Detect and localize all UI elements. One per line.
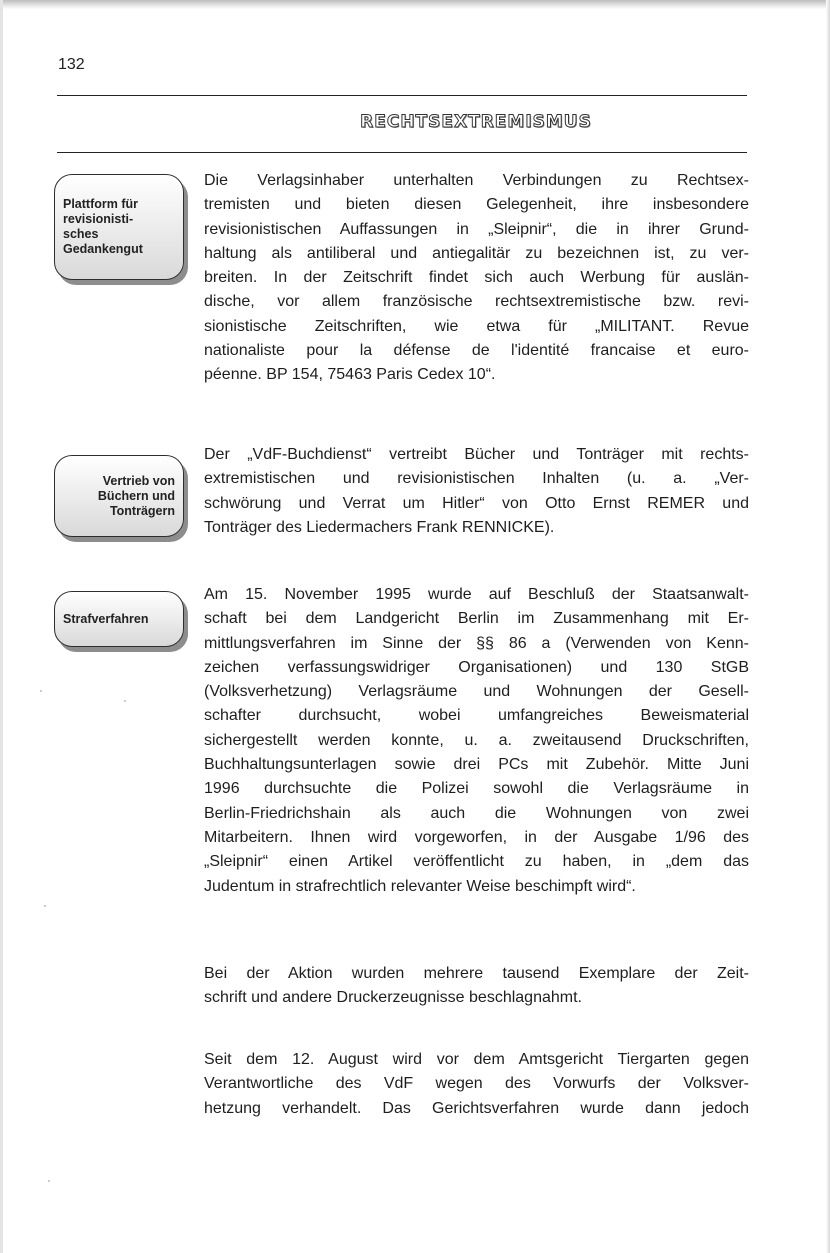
text-line: breiten. In der Zeitschrift findet sich auch Werbung für auslän-	[204, 269, 749, 287]
text-line: schwörung und Verrat um Hitler“ von Otto Ernst REMER und	[204, 494, 749, 512]
text-line: (Volksverhetzung) Verlagsräume und Wohnungen der Gesell-	[204, 683, 749, 701]
text-line: schrift und andere Druckerzeugnisse beschlagnahmt.	[204, 989, 582, 1007]
page-number: 132	[58, 56, 85, 73]
text-line: sionistische Zeitschriften, wie etwa für „MILITANT. Revue	[204, 317, 749, 335]
text-line: Verantwortliche des VdF wegen des Vorwurfs der Volksver-	[204, 1075, 749, 1093]
scan-speck	[48, 1180, 50, 1182]
paragraph	[204, 583, 749, 899]
margin-note-label: Strafverfahren	[63, 611, 149, 626]
text-line: revisionistischen Auffassungen in „Sleipnir“, die in ihrer Grund-	[204, 220, 749, 238]
margin-note-label: Plattform für revisionisti- sches Gedankengut	[63, 197, 143, 256]
text-line: hetzung verhandelt. Das Gerichtsverfahren wurde dann jedoch	[204, 1099, 749, 1117]
scan-edge-right	[826, 0, 830, 1253]
text-line: Buchhaltungsunterlagen sowie drei PCs mit Zubehör. Mitte Juni	[204, 756, 749, 774]
text-line: Berlin-Friedrichshain als auch die Wohnungen von zwei	[204, 804, 749, 822]
text-line: Judentum in strafrechtlich relevanter Weise beschimpft wird“.	[204, 877, 636, 895]
text-line: 1996 durchsuchte die Polizei sowohl die Verlagsräume in	[204, 780, 749, 798]
scan-speck	[124, 700, 126, 702]
text-line: Der „VdF-Buchdienst“ vertreibt Bücher und Tonträger mit rechts-	[204, 446, 749, 463]
text-line: schafter durchsucht, wobei umfangreiches Beweismaterial	[204, 707, 749, 725]
text-line: „Sleipnir“ einen Artikel veröffentlicht zu haben, in „dem das	[204, 853, 749, 871]
text-line: Tonträger des Liedermachers Frank RENNICKE).	[204, 518, 555, 536]
text-line: schaft bei dem Landgericht Berlin im Zusammenhang mit Er-	[204, 610, 749, 628]
text-line: sichergestellt werden konnte, u. a. zweitausend Druckschriften,	[204, 731, 749, 749]
text-line: tremisten und bieten diesen Gelegenheit, ihre insbesondere	[204, 196, 749, 214]
scan-speck	[40, 690, 42, 692]
paragraph	[204, 443, 749, 540]
margin-note-label: Vertrieb von Büchern und Tonträgern	[97, 473, 175, 518]
text-line: Die Verlagsinhaber unterhalten Verbindungen zu Rechtsex-	[204, 172, 749, 189]
scan-edge-top	[0, 0, 830, 9]
paragraph	[204, 169, 749, 388]
running-head: RECHTSEXTREMISMUS	[360, 112, 592, 132]
text-line: dische, vor allem französische rechtsextremistische bzw. revi-	[204, 293, 749, 311]
text-line: péenne. BP 154, 75463 Paris Cedex 10“.	[204, 366, 496, 384]
header-rule-top	[57, 95, 747, 96]
scan-speck	[44, 905, 46, 907]
margin-note-platform	[54, 174, 184, 280]
text-line: Bei der Aktion wurden mehrere tausend Exemplare der Zeit-	[204, 965, 749, 982]
margin-note-distribution	[54, 455, 184, 537]
scan-edge-left	[0, 0, 3, 1253]
paragraph	[204, 1048, 749, 1121]
text-line: haltung als antiliberal und antiegalitär zu bezeichnen ist, zu ver-	[204, 244, 749, 262]
text-line: mittlungsverfahren im Sinne der §§ 86 a (Verwenden von Kenn-	[204, 634, 749, 652]
text-line: Am 15. November 1995 wurde auf Beschluß der Staatsanwalt-	[204, 586, 749, 603]
text-line: extremistischen und revisionistischen Inhalten (u. a. „Ver-	[204, 470, 749, 488]
text-line: Seit dem 12. August wird vor dem Amtsgericht Tiergarten gegen	[204, 1051, 749, 1068]
paragraph	[204, 962, 749, 1011]
margin-note-criminal-proceedings	[54, 591, 184, 647]
text-line: zeichen verfassungswidriger Organisationen) und 130 StGB	[204, 658, 749, 676]
header-rule-bottom	[57, 152, 747, 153]
text-line: Mitarbeitern. Ihnen wird vorgeworfen, in der Ausgabe 1/96 des	[204, 828, 749, 846]
text-line: nationaliste pour la défense de l'identité francaise et euro-	[204, 342, 749, 360]
